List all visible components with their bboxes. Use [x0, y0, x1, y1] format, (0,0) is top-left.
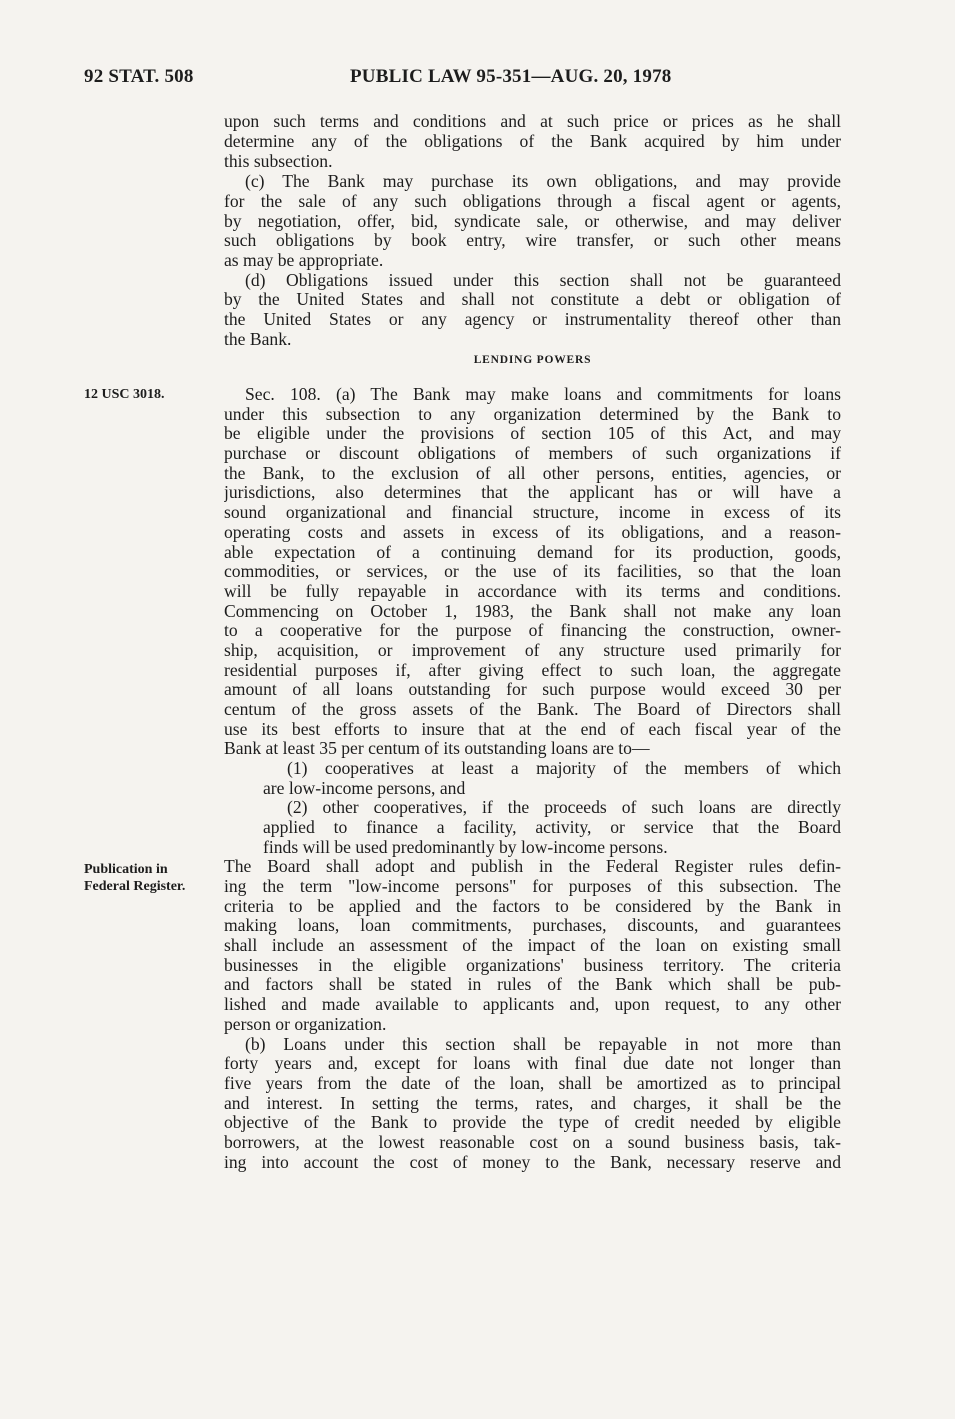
text-line: (c) The Bank may purchase its own obligations, and may provide — [245, 172, 841, 191]
text-line: such obligations by book entry, wire transfer, or such other means — [224, 231, 841, 250]
text-line: businesses in the eligible organizations' business territory. The criteria — [224, 956, 841, 975]
text-line: making loans, loan commitments, purchases, discounts, and guarantees — [224, 916, 841, 935]
text-line: this subsection. — [224, 152, 333, 171]
text-line: shall include an assessment of the impact of the loan on existing small — [224, 936, 841, 955]
text-line: Sec. 108. (a) The Bank may make loans and commitments for loans — [245, 385, 841, 404]
text-line: five years from the date of the loan, shall be amortized as to principal — [224, 1074, 841, 1093]
text-line: jurisdictions, also determines that the applicant has or will have a — [224, 483, 841, 502]
text-line: the Bank. — [224, 330, 292, 349]
text-line: finds will be used predominantly by low-income persons. — [263, 838, 668, 857]
text-line: lished and made available to applicants and, upon request, to any other — [224, 995, 841, 1014]
text-line: for the sale of any such obligations through a fiscal agent or agents, — [224, 192, 841, 211]
text-line: forty years and, except for loans with final due date not longer than — [224, 1054, 841, 1073]
text-line: be eligible under the provisions of section 105 of this Act, and may — [224, 424, 841, 443]
margin-note-publication-line1: Publication in — [84, 862, 168, 877]
text-line: operating costs and assets in excess of its obligations, and a reason- — [224, 523, 841, 542]
text-line: (1) cooperatives at least a majority of the members of which — [287, 759, 841, 778]
text-line: (d) Obligations issued under this section shall not be guaranteed — [245, 271, 841, 290]
margin-note-usc: 12 USC 3018. — [84, 387, 165, 402]
page-header-title: PUBLIC LAW 95-351—AUG. 20, 1978 — [350, 66, 672, 87]
text-line: able expectation of a continuing demand for its production, goods, — [224, 543, 841, 562]
text-line: residential purposes if, after giving effect to such loan, the aggregate — [224, 661, 841, 680]
text-line: ing into account the cost of money to the Bank, necessary reserve and — [224, 1153, 841, 1172]
text-line: purchase or discount obligations of members of such organizations if — [224, 444, 841, 463]
text-line: the Bank, to the exclusion of all other persons, entities, agencies, or — [224, 464, 841, 483]
page-header-stat: 92 STAT. 508 — [84, 66, 194, 87]
text-line: amount of all loans outstanding for such purpose would exceed 30 per — [224, 680, 841, 699]
text-line: Bank at least 35 per centum of its outstanding loans are to— — [224, 739, 650, 758]
text-line: centum of the gross assets of the Bank. The Board of Directors shall — [224, 700, 841, 719]
text-line: ing the term "low-income persons" for purposes of this subsection. The — [224, 877, 841, 896]
text-line: Commencing on October 1, 1983, the Bank shall not make any loan — [224, 602, 841, 621]
text-line: sound organizational and financial structure, income in excess of its — [224, 503, 841, 522]
text-line: person or organization. — [224, 1015, 387, 1034]
text-line: borrowers, at the lowest reasonable cost on a sound business basis, tak- — [224, 1133, 841, 1152]
text-line: are low-income persons, and — [263, 779, 466, 798]
text-line: will be fully repayable in accordance with its terms and conditions. — [224, 582, 841, 601]
text-line: and factors shall be stated in rules of the Bank which shall be pub- — [224, 975, 841, 994]
text-line: to a cooperative for the purpose of financing the construction, owner- — [224, 621, 841, 640]
text-line: and interest. In setting the terms, rates, and charges, it shall be the — [224, 1094, 841, 1113]
text-line: objective of the Bank to provide the type of credit needed by eligible — [224, 1113, 841, 1132]
text-line: applied to finance a facility, activity, or service that the Board — [263, 818, 841, 837]
text-line: (b) Loans under this section shall be repayable in not more than — [245, 1035, 841, 1054]
text-line: by negotiation, offer, bid, syndicate sale, or otherwise, and may deliver — [224, 212, 841, 231]
text-line: ship, acquisition, or improvement of any structure used primarily for — [224, 641, 841, 660]
text-line: upon such terms and conditions and at such price or prices as he shall — [224, 112, 841, 131]
text-line: by the United States and shall not constitute a debt or obligation of — [224, 290, 841, 309]
margin-note-publication-line2: Federal Register. — [84, 879, 186, 894]
text-line: under this subsection to any organization determined by the Bank to — [224, 405, 841, 424]
text-line: The Board shall adopt and publish in the Federal Register rules defin- — [224, 857, 841, 876]
text-line: as may be appropriate. — [224, 251, 384, 270]
text-line: the United States or any agency or instrumentality thereof other than — [224, 310, 841, 329]
section-heading: LENDING POWERS — [473, 354, 592, 366]
text-line: determine any of the obligations of the Bank acquired by him under — [224, 132, 841, 151]
margin-note-publication — [84, 861, 185, 895]
text-line: (2) other cooperatives, if the proceeds of such loans are directly — [287, 798, 841, 817]
text-line: commodities, or services, or the use of its facilities, so that the loan — [224, 562, 841, 581]
text-line: criteria to be applied and the factors to be considered by the Bank in — [224, 897, 841, 916]
text-line: use its best efforts to insure that at the end of each fiscal year of the — [224, 720, 841, 739]
